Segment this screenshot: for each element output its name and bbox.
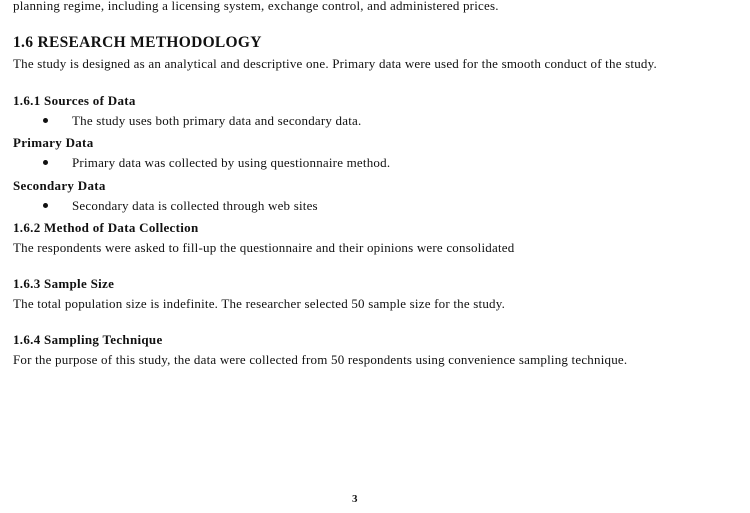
sources-bullet-item xyxy=(43,113,361,129)
primary-bullet-text: Primary data was collected by using questionnaire method. xyxy=(72,155,391,170)
primary-bullet-item xyxy=(43,155,390,171)
sampling-heading: 1.6.4 Sampling Technique xyxy=(13,332,163,347)
secondary-data-heading: Secondary Data xyxy=(13,178,106,193)
sampling-paragraph: For the purpose of this study, the data were collected from 50 respondents using convenience sampling technique. xyxy=(13,352,628,367)
secondary-bullet-item xyxy=(43,198,318,214)
page-number: 3 xyxy=(352,493,358,505)
intro-paragraph: planning regime, including a licensing system, exchange control, and administered prices. xyxy=(13,0,499,13)
sample-size-paragraph: The total population size is indefinite. The researcher selected 50 sample size for the study. xyxy=(13,296,506,311)
bullet-icon xyxy=(43,118,48,123)
bullet-icon xyxy=(43,160,48,165)
bullet-icon xyxy=(43,203,48,208)
section-heading: 1.6 RESEARCH METHODOLOGY xyxy=(13,34,262,51)
section-paragraph: The study is designed as an analytical and descriptive one. Primary data were used for the smooth conduct of the study. xyxy=(13,56,657,71)
method-paragraph: The respondents were asked to fill-up the questionnaire and their opinions were consolidated xyxy=(13,240,515,255)
sources-heading: 1.6.1 Sources of Data xyxy=(13,93,136,108)
method-heading: 1.6.2 Method of Data Collection xyxy=(13,220,199,235)
primary-data-heading: Primary Data xyxy=(13,135,94,150)
secondary-bullet-text: Secondary data is collected through web sites xyxy=(72,198,318,213)
sample-size-heading: 1.6.3 Sample Size xyxy=(13,276,115,291)
sources-bullet-text: The study uses both primary data and secondary data. xyxy=(72,113,362,128)
